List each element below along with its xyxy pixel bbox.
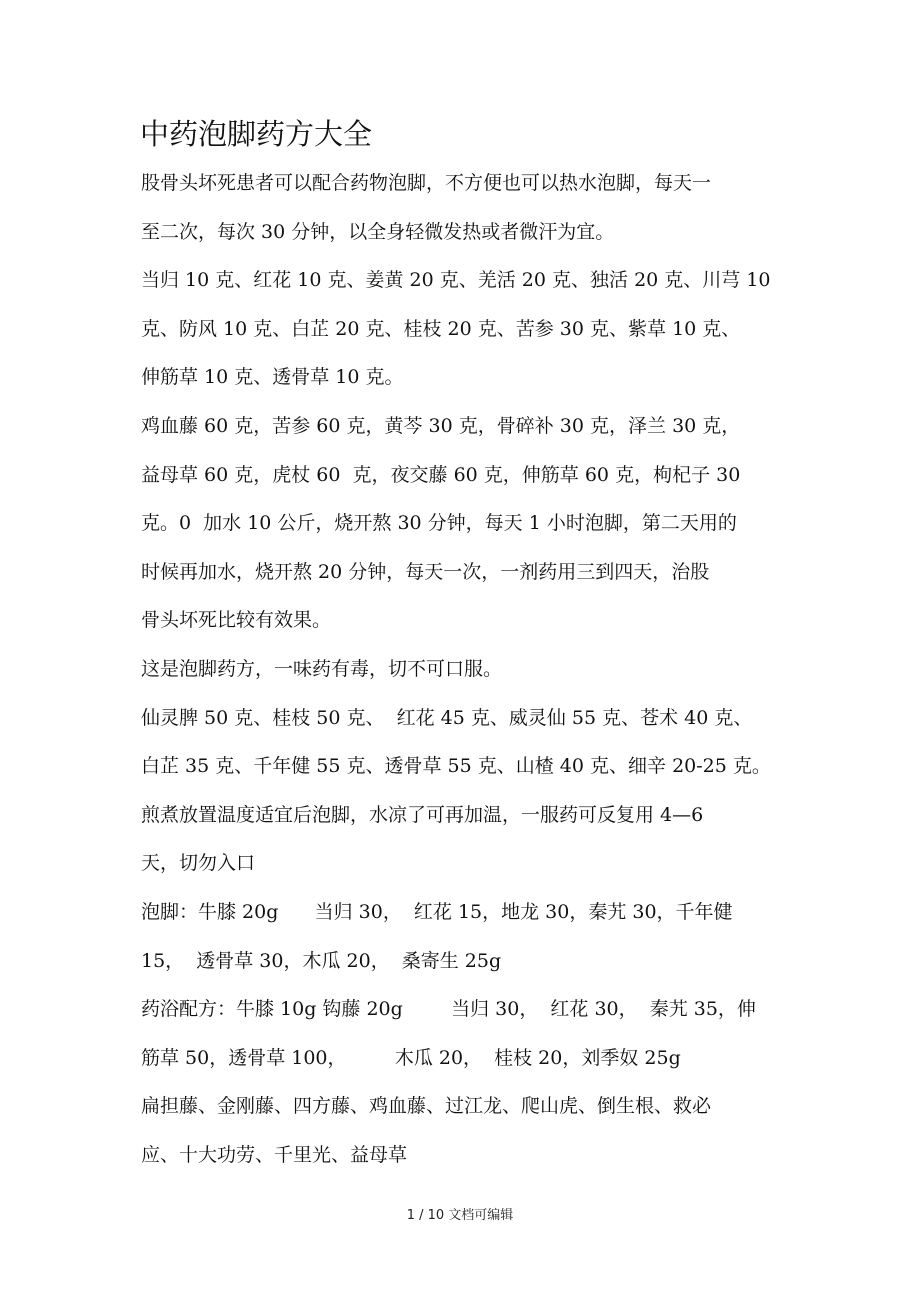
text-line: 15， 透骨草 30，木瓜 20， 桑寄生 25g [141, 949, 502, 972]
document-body [141, 159, 791, 1179]
text-line: 白芷 35 克、千年健 55 克、透骨草 55 克、山楂 40 克、细辛 20-25 克。 [141, 755, 771, 778]
text-line: 泡脚：牛膝 20g 当归 30， 红花 15，地龙 30，秦艽 30，千年健 [141, 900, 733, 923]
text-line: 筋草 50，透骨草 100， 木瓜 20， 桂枝 20，刘季奴 25g [141, 1046, 681, 1069]
paragraph-3 [141, 402, 791, 645]
text-line: 当归 10 克、红花 10 克、姜黄 20 克、羌活 20 克、独活 20 克、川芎 10 [141, 269, 771, 292]
paragraph-7 [141, 888, 791, 985]
text-line: 时候再加水，烧开熬 20 分钟，每天一次，一剂药用三到四天，治股 [141, 560, 710, 583]
text-line: 煎煮放置温度适宜后泡脚，水凉了可再加温，一服药可反复用 4—6 [141, 803, 704, 826]
text-line: 天，切勿入口 [141, 852, 256, 875]
page-footer: 1 / 10 文档可编辑 [406, 1208, 514, 1223]
text-line: 骨头坏死比较有效果。 [141, 609, 332, 632]
text-line: 鸡血藤 60 克，苦参 60 克，黄芩 30 克，骨碎补 30 克，泽兰 30 克， [141, 414, 741, 437]
text-line: 伸筋草 10 克、透骨草 10 克。 [141, 366, 404, 389]
text-line: 益母草 60 克，虎杖 60 克，夜交藤 60 克，伸筋草 60 克，枸杞子 30 [141, 463, 741, 486]
paragraph-9 [141, 1082, 791, 1179]
text-line: 克。0 加水 10 公斤，烧开熬 30 分钟，每天 1 小时泡脚，第二天用的 [141, 512, 737, 535]
text-line: 药浴配方：牛膝 10g 钩藤 20g 当归 30， 红花 30， 秦艽 35，伸 [141, 998, 756, 1021]
text-line: 克、防风 10 克、白芷 20 克、桂枝 20 克、苦参 30 克、紫草 10 克、 [141, 317, 741, 340]
text-line: 仙灵脾 50 克、桂枝 50 克、 红花 45 克、威灵仙 55 克、苍术 40 克、 [141, 706, 753, 729]
paragraph-4 [141, 645, 791, 694]
text-line: 应、十大功劳、千里光、益母草 [141, 1143, 408, 1166]
paragraph-1 [141, 159, 791, 256]
text-line: 这是泡脚药方，一味药有毒，切不可口服。 [141, 657, 503, 680]
text-line: 股骨头坏死患者可以配合药物泡脚，不方便也可以热水泡脚，每天一 [141, 172, 712, 194]
text-line: 至二次，每次 30 分钟，以全身轻微发热或者微汗为宜。 [141, 220, 615, 243]
document-title: 中药泡脚药方大全 [140, 117, 373, 151]
paragraph-5 [141, 694, 791, 791]
text-line: 扁担藤、金刚藤、四方藤、鸡血藤、过江龙、爬山虎、倒生根、救必 [141, 1095, 712, 1118]
paragraph-8 [141, 985, 791, 1082]
paragraph-2 [141, 256, 791, 402]
paragraph-6 [141, 791, 791, 888]
